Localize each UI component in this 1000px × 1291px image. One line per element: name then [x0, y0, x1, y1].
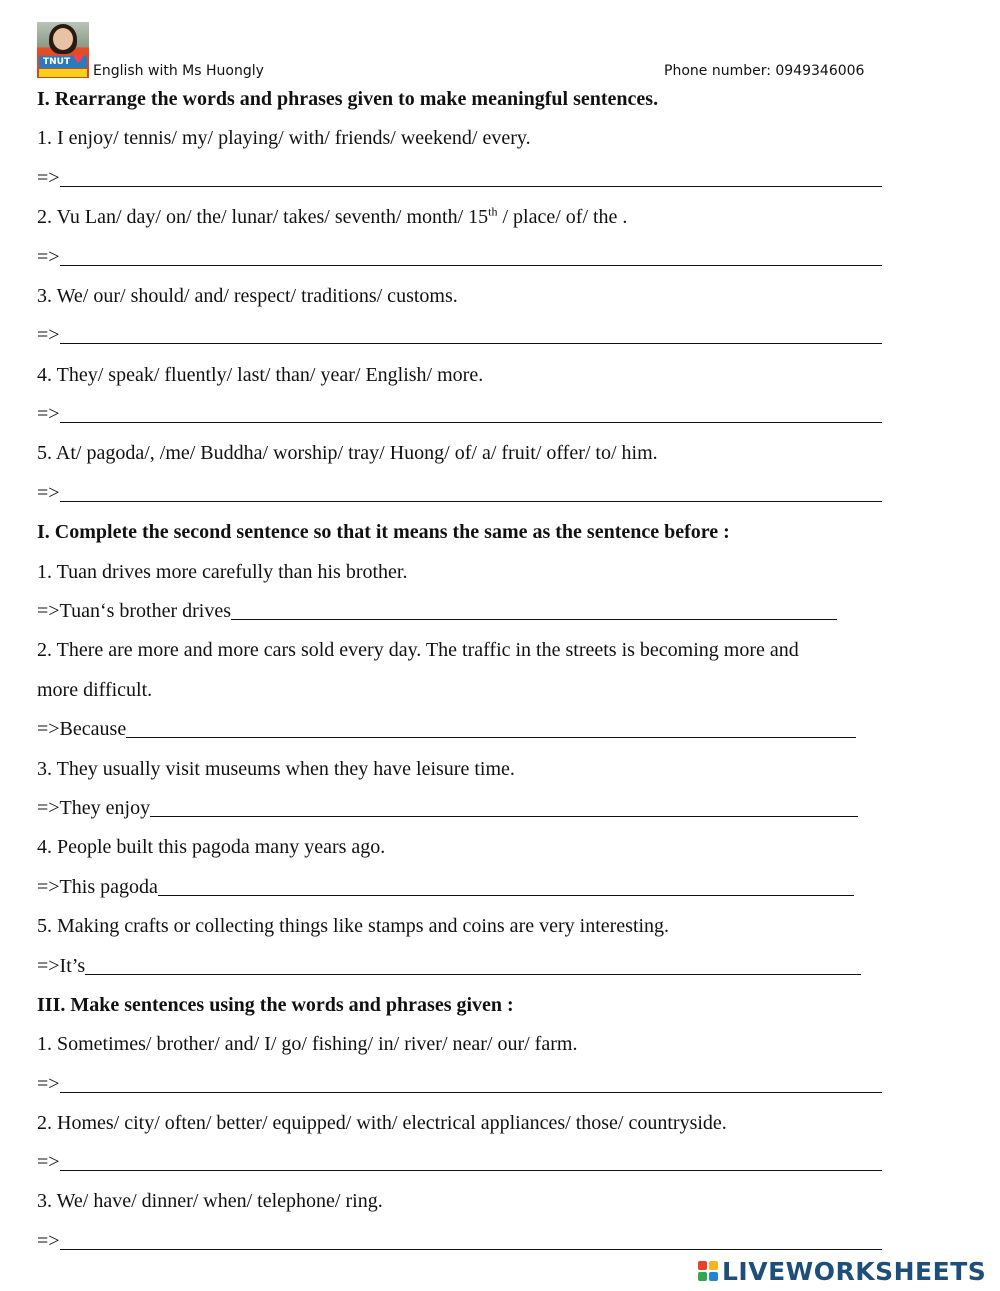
s1-question-1: 1. I enjoy/ tennis/ my/ playing/ with/ friends/ weekend/ every.: [37, 127, 531, 149]
ordinal-suffix: th: [488, 204, 498, 219]
answer-prefix: =>: [37, 403, 60, 425]
s2-question-2: 2. There are more and more cars sold every day. The traffic in the streets is becoming more and: [37, 639, 799, 661]
avatar-badge-stripe: [39, 69, 87, 77]
answer-prefix: =>: [37, 246, 60, 268]
liveworksheets-logo-icon: [698, 1261, 718, 1281]
answer-prefix: =>: [37, 1151, 60, 1173]
s2-question-4: 4. People built this pagoda many years ago.: [37, 836, 386, 858]
answer-blank[interactable]: [60, 1074, 882, 1093]
header-phone: Phone number: 0949346006: [664, 63, 865, 79]
s1-answer-4[interactable]: [37, 402, 882, 426]
s1-question-5: 5. At/ pagoda/, /me/ Buddha/ worship/ tray/ Huong/ of/ a/ fruit/ offer/ to/ him.: [37, 442, 658, 464]
logo-square-yellow: [709, 1261, 718, 1270]
answer-prefix: =>Tuan‘s brother drives: [37, 600, 232, 622]
answer-blank[interactable]: [60, 325, 882, 344]
s2-question-3: 3. They usually visit museums when they have leisure time.: [37, 758, 515, 780]
answer-prefix: =>They enjoy: [37, 797, 151, 819]
s2-answer-1[interactable]: [37, 599, 837, 623]
answer-prefix: =>: [37, 482, 60, 504]
section1-heading: I. Rearrange the words and phrases given to make meaningful sentences.: [37, 88, 659, 110]
answer-blank[interactable]: [126, 719, 856, 738]
s1-question-2: [37, 205, 627, 229]
answer-blank[interactable]: [60, 168, 882, 187]
s2-answer-5[interactable]: [37, 954, 861, 978]
answer-blank[interactable]: [150, 798, 858, 817]
s1-answer-3[interactable]: [37, 323, 882, 347]
s3-question-2: 2. Homes/ city/ often/ better/ equipped/ with/ electrical appliances/ those/ countryside.: [37, 1112, 727, 1134]
answer-prefix: =>Because: [37, 718, 127, 740]
teacher-avatar: [37, 22, 89, 78]
s1-question-2-tail: / place/ of/ the .: [497, 206, 628, 228]
logo-square-green: [698, 1272, 707, 1281]
answer-prefix: =>It’s: [37, 955, 86, 977]
answer-blank[interactable]: [231, 601, 837, 620]
s2-question-1: 1. Tuan drives more carefully than his brother.: [37, 561, 408, 583]
s2-answer-3[interactable]: [37, 796, 858, 820]
brand-wordmark: LIVEWORKSHEETS: [722, 1256, 987, 1286]
s1-question-4: 4. They/ speak/ fluently/ last/ than/ year/ English/ more.: [37, 364, 484, 386]
s1-answer-5[interactable]: [37, 481, 882, 505]
answer-blank[interactable]: [60, 1152, 882, 1171]
answer-blank[interactable]: [158, 877, 854, 896]
s2-answer-4[interactable]: [37, 875, 854, 899]
logo-square-red: [698, 1261, 707, 1270]
avatar-badge: TNUT: [39, 56, 87, 68]
s3-answer-1[interactable]: [37, 1072, 882, 1096]
avatar-face: [53, 28, 73, 50]
header-left-text: English with Ms Huongly: [93, 63, 264, 79]
answer-prefix: =>: [37, 167, 60, 189]
s1-question-2-text: 2. Vu Lan/ day/ on/ the/ lunar/ takes/ seventh/ month/ 15: [37, 206, 489, 228]
s2-question-5: 5. Making crafts or collecting things like stamps and coins are very interesting.: [37, 915, 670, 937]
s3-answer-3[interactable]: [37, 1229, 882, 1253]
section3-heading: III. Make sentences using the words and phrases given :: [37, 994, 514, 1016]
s3-question-3: 3. We/ have/ dinner/ when/ telephone/ ring.: [37, 1190, 383, 1212]
heart-icon: ♥: [73, 52, 84, 66]
answer-blank[interactable]: [85, 956, 861, 975]
answer-prefix: =>: [37, 324, 60, 346]
s3-question-1: 1. Sometimes/ brother/ and/ I/ go/ fishing/ in/ river/ near/ our/ farm.: [37, 1033, 578, 1055]
answer-prefix: =>: [37, 1230, 60, 1252]
s1-answer-2[interactable]: [37, 245, 882, 269]
logo-square-blue: [709, 1272, 718, 1281]
answer-blank[interactable]: [60, 404, 882, 423]
answer-blank[interactable]: [60, 483, 882, 502]
s1-answer-1[interactable]: [37, 166, 882, 190]
liveworksheets-brand: [698, 1255, 986, 1287]
s2-answer-2[interactable]: [37, 717, 856, 741]
s2-question-2-line2: more difficult.: [37, 679, 153, 701]
answer-prefix: =>This pagoda: [37, 876, 158, 898]
s3-answer-2[interactable]: [37, 1150, 882, 1174]
section2-heading: I. Complete the second sentence so that it means the same as the sentence before :: [37, 521, 730, 543]
answer-blank[interactable]: [60, 1231, 882, 1250]
answer-prefix: =>: [37, 1073, 60, 1095]
s1-question-3: 3. We/ our/ should/ and/ respect/ traditions/ customs.: [37, 285, 458, 307]
answer-blank[interactable]: [60, 247, 882, 266]
